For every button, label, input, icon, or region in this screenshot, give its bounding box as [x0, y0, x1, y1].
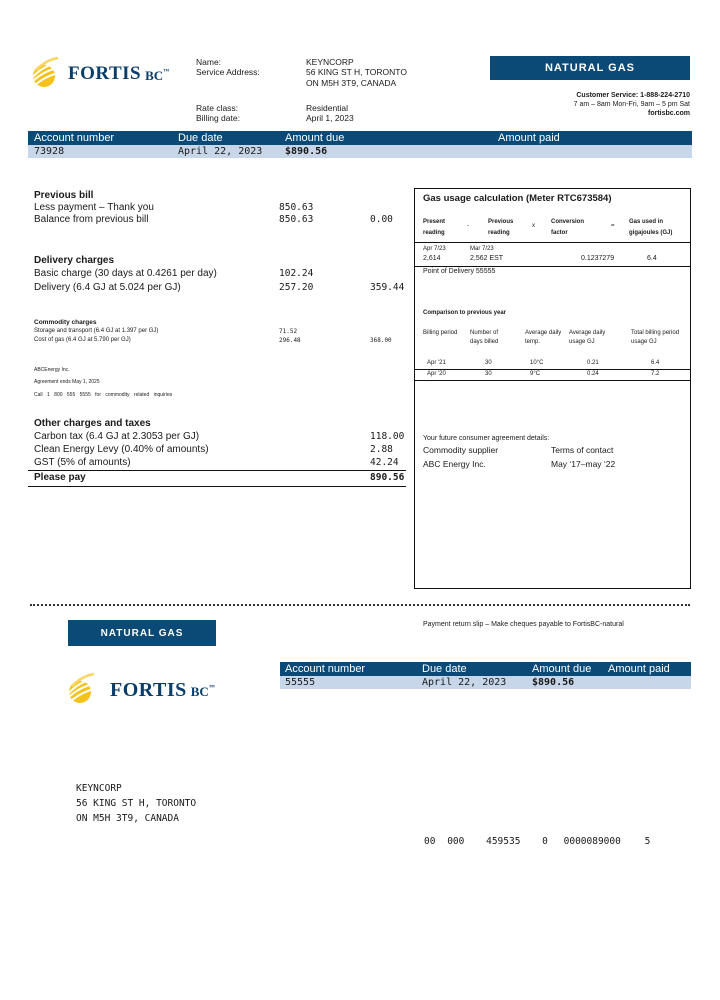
slip-brand-suffix: BC: [190, 684, 209, 699]
service-address-label: Service Address:: [196, 67, 260, 77]
comparison-cell: Apr '21: [427, 360, 446, 366]
previous-date: Mar 7/23: [470, 246, 494, 252]
scan-segment: 5: [644, 836, 651, 847]
divider: [415, 380, 690, 381]
divider: [415, 242, 690, 243]
commodity-amount: 296.48: [279, 337, 301, 344]
slip-scan-line: [424, 836, 650, 847]
slip-due-date-header: Due date: [422, 663, 467, 675]
slip-amount-due-value: $890.56: [532, 677, 575, 688]
previous-bill-amount: 850.63: [279, 214, 314, 225]
comparison-title: Comparison to previous year: [423, 310, 507, 316]
slip-amount-due-header: Amount due: [532, 663, 592, 675]
other-charge-total: 118.00: [370, 431, 405, 442]
commodity-title: Commodity charges: [34, 319, 97, 326]
agreement-title: Your future consumer agreement details:: [423, 435, 550, 442]
gas-usage-panel: [414, 188, 691, 589]
billing-date-label: Billing date:: [196, 113, 240, 123]
col-conversion-factor: Conversion factor: [551, 219, 585, 236]
previous-bill-title: Previous bill: [34, 190, 94, 201]
sun-logo-icon: [28, 56, 64, 92]
other-charge-total: 42.24: [370, 457, 399, 468]
slip-account-number-value: 55555: [285, 677, 316, 688]
delivery-line: Delivery (6.4 GJ at 5.024 per GJ): [34, 282, 181, 293]
name-label: Name:: [196, 57, 222, 67]
delivery-line: Basic charge (30 days at 0.4261 per day): [34, 268, 217, 279]
op-times: x: [532, 223, 535, 229]
comparison-cell: 9°C: [530, 371, 541, 377]
slip-mailing-address: [76, 781, 196, 826]
slip-address-line: 56 KING ST H, TORONTO: [76, 798, 197, 809]
divider: [415, 266, 690, 267]
agreement-terms-header: Terms of contact: [551, 445, 614, 455]
comparison-header: Billing period: [423, 330, 458, 336]
commodity-line: Storage and transport (6.4 GJ at 1.397 per GJ): [34, 328, 159, 334]
scan-segment: 0: [542, 836, 548, 847]
amount-due-value: $890.56: [285, 146, 328, 157]
please-pay-top-rule: [28, 470, 406, 471]
scan-segment: 0000089000: [563, 836, 621, 847]
comparison-cell: 0.24: [587, 371, 599, 377]
tear-line: [30, 604, 690, 606]
service-type-banner: NATURAL GAS: [490, 56, 690, 80]
other-charge-line: Carbon tax (6.4 GJ at 2.3053 per GJ): [34, 431, 200, 442]
account-number-header: Account number: [34, 132, 115, 144]
slip-return-note: Payment return slip – Make cheques payable to FortisBC-natural: [423, 621, 624, 628]
agreement-terms-value: May ‘17–may ‘22: [551, 459, 616, 469]
delivery-title: Delivery charges: [34, 255, 115, 266]
supplier-call: Call 1 800 555 5555 for commodity related inquiries: [34, 392, 173, 398]
comparison-cell: 30: [485, 360, 492, 366]
comparison-cell: 7.2: [651, 371, 660, 377]
op-equals: =: [611, 223, 615, 229]
service-address-line1: 56 KING ST H, TORONTO: [306, 67, 407, 77]
slip-account-number-header: Account number: [285, 663, 366, 675]
other-charges-title: Other charges and taxes: [34, 418, 151, 429]
op-minus: -: [467, 223, 469, 229]
agreement-supplier-header: Commodity supplier: [423, 445, 499, 455]
previous-bill-amount: 850.63: [279, 202, 314, 213]
gas-used-value: 6.4: [647, 255, 657, 262]
commodity-line: Cost of gas (6.4 GJ at 5.790 per GJ): [34, 337, 131, 343]
customer-service-phone: Customer Service: 1-888-224-2710: [576, 92, 690, 99]
comparison-cell: 10°C: [530, 360, 544, 366]
customer-name: KEYNCORP: [306, 57, 354, 67]
charges-section: [34, 190, 409, 490]
present-value: 2,614: [423, 255, 441, 262]
other-charge-total: 2.88: [370, 444, 393, 455]
rate-class-label: Rate class:: [196, 103, 239, 113]
account-number-value: 73928: [34, 146, 65, 157]
agreement-supplier-value: ABC Energy Inc.: [423, 459, 486, 469]
supplier-name: ABCEnergy Inc.: [34, 367, 70, 373]
amount-due-header: Amount due: [285, 132, 345, 144]
previous-bill-line: Balance from previous bill: [34, 214, 149, 225]
slip-sun-logo-icon: [64, 672, 100, 708]
please-pay-label: Please pay: [34, 472, 86, 483]
comparison-cell: Apr '20: [427, 371, 446, 377]
previous-value: 2,562 EST: [470, 255, 504, 262]
col-gas-used: Gas used in gigajoules (GJ): [629, 219, 673, 236]
conversion-factor-value: 0.1237279: [581, 255, 615, 262]
comparison-cell: 6.4: [651, 360, 660, 366]
fortis-logo: [28, 56, 169, 92]
slip-address-line: ON M5H 3T9, CANADA: [76, 813, 179, 824]
previous-bill-total: 0.00: [370, 214, 393, 225]
supplier-agreement: Agreement ends May 1, 2025: [34, 379, 100, 385]
divider: [415, 369, 690, 370]
comparison-header: Total billing period usage GJ: [631, 330, 680, 345]
brand-name: FORTIS: [68, 63, 142, 84]
amount-paid-header: Amount paid: [498, 132, 560, 144]
slip-service-type: NATURAL GAS: [68, 620, 216, 646]
scan-segment: 00: [424, 836, 436, 847]
scan-segment: 000: [447, 836, 465, 847]
comparison-header: Average daily usage GJ: [569, 330, 606, 345]
billing-date-value: April 1, 2023: [306, 113, 354, 123]
brand-mark: ™: [163, 69, 170, 75]
slip-brand-name: FORTIS: [110, 678, 187, 701]
please-pay-bottom-rule: [28, 486, 406, 487]
service-address-line2: ON M5H 3T9, CANADA: [306, 78, 397, 88]
delivery-amount: 257.20: [279, 282, 314, 293]
comparison-header: Average daily temp.: [525, 330, 562, 345]
comparison-header: Number of days billed: [470, 330, 499, 345]
scan-segment: 459535: [486, 836, 521, 847]
point-of-delivery: Point of Delivery 55555: [423, 268, 496, 275]
gas-usage-title: Gas usage calculation (Meter RTC673584): [423, 193, 612, 204]
slip-account-header: [280, 662, 691, 676]
commodity-amount: 71.52: [279, 328, 298, 335]
commodity-total: 368.00: [370, 337, 392, 344]
delivery-amount: 102.24: [279, 268, 314, 279]
other-charge-line: GST (5% of amounts): [34, 457, 131, 468]
due-date-header: Due date: [178, 132, 223, 144]
col-previous-reading: Previous reading: [488, 219, 514, 236]
brand-suffix: BC: [145, 68, 164, 83]
account-bar-values: [28, 145, 692, 158]
slip-fortis-logo: [64, 672, 215, 708]
delivery-total: 359.44: [370, 282, 405, 293]
present-date: Apr 7/23: [423, 246, 446, 252]
slip-due-date-value: April 22, 2023: [422, 677, 507, 688]
account-bar-header: [28, 131, 692, 145]
due-date-value: April 22, 2023: [178, 146, 263, 157]
other-charge-line: Clean Energy Levy (0.40% of amounts): [34, 444, 209, 455]
col-present-reading: Present reading: [423, 219, 446, 236]
slip-account-values: [280, 676, 691, 689]
slip-brand-mark: ™: [208, 685, 215, 691]
customer-service-hours: 7 am – 8am Mon-Fri, 9am – 5 pm Sat: [573, 101, 690, 108]
rate-class-value: Residential: [306, 103, 349, 113]
comparison-cell: 0.21: [587, 360, 599, 366]
please-pay-total: 890.56: [370, 472, 405, 483]
comparison-cell: 30: [485, 371, 492, 377]
slip-address-line: KEYNCORP: [76, 783, 122, 794]
previous-bill-line: Less payment – Thank you: [34, 202, 154, 213]
slip-amount-paid-header: Amount paid: [608, 663, 670, 675]
website-link[interactable]: fortisbc.com: [647, 110, 690, 117]
